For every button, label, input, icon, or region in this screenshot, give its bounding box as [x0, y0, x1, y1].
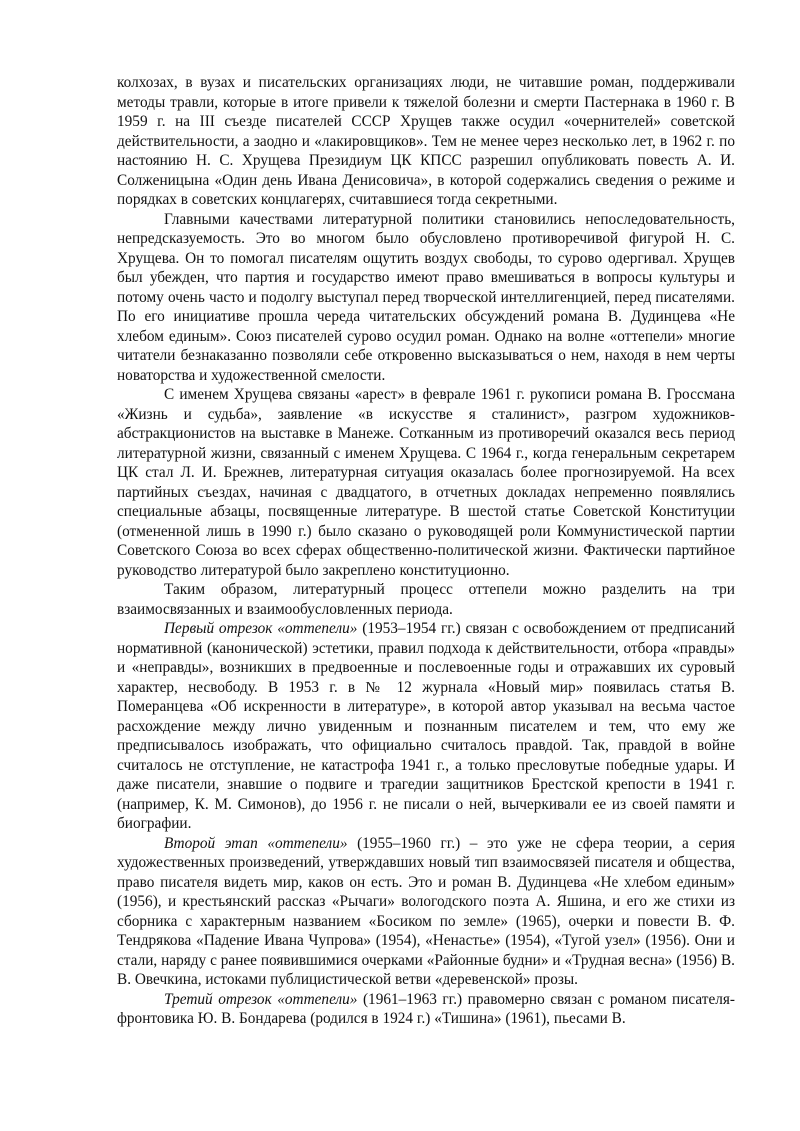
- paragraph-5: [117, 619, 735, 834]
- paragraph-2: [117, 210, 735, 386]
- paragraph-4-text: Таким образом, литературный процесс оттепели можно разделить на три взаимосвязанных и взаимообусловленных периода.: [117, 581, 735, 618]
- paragraph-1: [117, 73, 735, 210]
- second-period-heading: Второй этап «оттепели»: [164, 834, 348, 852]
- paragraph-7-text: (1961–1963 гг.) правомерно связан с романом писателя-фронтовика Ю. В. Бондарева (родился в 1924 г.) «Тишина» (1961), пьесами В.: [117, 990, 735, 1027]
- paragraph-4: [117, 580, 735, 619]
- paragraph-7: [117, 990, 735, 1029]
- paragraph-2-text: Главными качествами литературной политики становились непоследовательность, непредсказуемость. Это во многом было обусловлено противоречивой фигурой Н. С. Хрущева. Он то помогал писателям ощутить воздух свободы, то сурово одергивал. Хрущев был убежден, что партия и государство имеют право вмешиваться в вопросы культуры и потому очень часто и подолгу выступал перед творческой интеллигенцией, перед писателями. По его инициативе прошла череда читательских обсуждений романа В. Дудинцева «Не хлебом единым». Союз писателей сурово осудил роман. Однако на волне «оттепели» многие читатели безнаказанно позволяли себе откровенно высказываться о нем, находя в нем черты новаторства и художественной смелости.: [117, 210, 735, 384]
- paragraph-3: [117, 385, 735, 580]
- document-page: [117, 73, 735, 1029]
- paragraph-6: [117, 834, 735, 990]
- paragraph-6-text: (1955–1960 гг.) – это уже не сфера теории, а серия художественных произведений, утверждавших новый тип взаимосвязей писателя и общества, право писателя видеть мир, каков он есть. Это и роман В. Дудинцева «Не хлебом единым» (1956), и крестьянский рассказ «Рычаги» вологодского поэта А. Яшина, и его же стихи из сборника с характерным названием «Босиком по земле» (1965), очерки и повести В. Ф. Тендрякова «Падение Ивана Чупрова» (1954), «Ненастье» (1954), «Тугой узел» (1956). Они и стали, наряду с ранее появившимися очерками «Районные будни» и «Трудная весна» (1956) В. В. Овечкина, истоками публицистической ветви «деревенской» прозы.: [117, 834, 735, 988]
- paragraph-3-text: С именем Хрущева связаны «арест» в феврале 1961 г. рукописи романа В. Гроссмана «Жизнь и судьба», заявление «в искусстве я сталинист», разгром художников-абстракционистов на выставке в Манеже. Сотканным из противоречий оказался весь период литературной жизни, связанный с именем Хрущева. С 1964 г., когда генеральным секретарем ЦК стал Л. И. Брежнев, литературная ситуация оказалась более прогнозируемой. На всех партийных съездах, начиная с двадцатого, в отчетных докладах непременно появлялись специальные абзацы, посвященные литературе. В шестой статье Советской Конституции (отмененной лишь в 1990 г.) было сказано о руководящей роли Коммунистической партии Советского Союза во всех сферах общественно-политической жизни. Фактически партийное руководство литературой было закреплено конституционно.: [117, 386, 735, 579]
- first-period-heading: Первый отрезок «оттепели»: [164, 620, 358, 637]
- paragraph-1-text: колхозах, в вузах и писательских организациях люди, не читавшие роман, поддерживали методы травли, которые в итоге привели к тяжелой болезни и смерти Пастернака в 1960 г. В 1959 г. на III съезде писателей СССР Хрущев также осудил «очернителей» советской действительности, а заодно и «лакировщиков». Тем не менее через несколько лет, в 1962 г. по настоянию Н. С. Хрущева Президиум ЦК КПСС разрешил опубликовать повесть А. И. Солженицына «Один день Ивана Денисовича», в которой содержались сведения о режиме и порядках в советских концлагерях, считавшиеся тогда секретными.: [117, 74, 735, 208]
- paragraph-5-text: (1953–1954 гг.) связан с освобождением от предписаний нормативной (канонической) эстетики, правил подхода к действительности, отбора «правды» и «неправды», возникших в предвоенные и послевоенные годы и отражавших их суровый характер, несвободу. В 1953 г. в № 12 журнала «Новый мир» появилась статья В. Померанцева «Об искренности в литературе», в которой автор указывал на весьма частое расхождение между лично увиденным и познанным писателем и тем, что ему же предписывалось изображать, что официально считалось правдой. Так, правдой в войне считалось не отступление, не катастрофа 1941 г., а только пресловутые победные удары. И даже писатели, знавшие о подвиге и трагедии защитников Брестской крепости в 1941 г. (например, К. М. Симонов), до 1956 г. не писали о ней, вычеркивали ее из своей памяти и биографии.: [117, 620, 735, 832]
- third-period-heading: Третий отрезок «оттепели»: [164, 990, 358, 1008]
